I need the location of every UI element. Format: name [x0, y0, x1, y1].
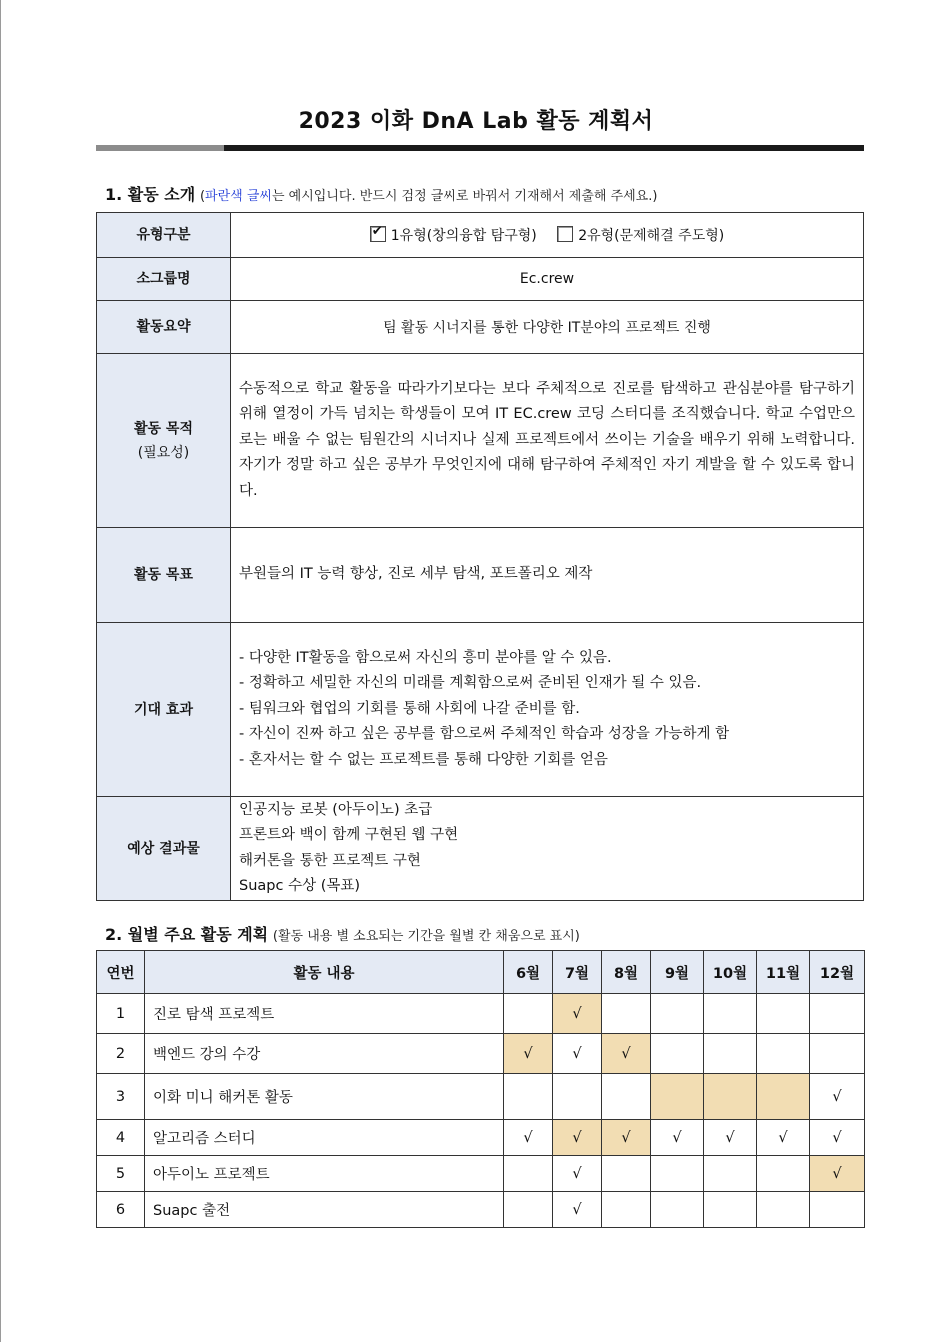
month-cell: √	[602, 1034, 651, 1074]
activity-intro-table	[96, 212, 864, 901]
type-option-1[interactable]	[370, 228, 537, 244]
result-list	[231, 797, 864, 901]
summary-value: 팀 활동 시너지를 통한 다양한 IT분야의 프로젝트 진행	[231, 301, 864, 354]
month-cell: √	[810, 1074, 865, 1120]
col-month: 6월	[504, 951, 553, 994]
month-cell	[651, 1034, 704, 1074]
month-cell: √	[810, 1156, 865, 1192]
activity-name: 이화 미니 해커톤 활동	[145, 1074, 504, 1120]
month-cell: √	[553, 1120, 602, 1156]
table-row	[97, 1120, 865, 1156]
effect-list	[231, 623, 864, 797]
label-purpose-sub: (필요성)	[137, 444, 190, 461]
month-cell	[810, 994, 865, 1034]
month-cell	[602, 994, 651, 1034]
title-rule-black	[224, 145, 864, 151]
row-purpose	[97, 354, 864, 528]
month-cell: √	[504, 1034, 553, 1074]
effect-item: - 자신이 진짜 하고 싶은 공부를 함으로써 주체적인 학습과 성장을 가능하게 함	[239, 726, 730, 743]
row-group	[97, 258, 864, 301]
month-cell	[602, 1074, 651, 1120]
month-cell	[602, 1156, 651, 1192]
result-item: 인공지능 로봇 (아두이노) 초급	[239, 801, 433, 818]
month-cell: √	[602, 1120, 651, 1156]
month-cell	[651, 1156, 704, 1192]
col-activity: 활동 내용	[145, 951, 504, 994]
row-number: 4	[97, 1120, 145, 1156]
month-cell: √	[504, 1120, 553, 1156]
month-cell	[651, 994, 704, 1034]
month-cell	[704, 1034, 757, 1074]
month-cell	[504, 1156, 553, 1192]
type-option-2-label: 2유형(문제해결 주도형)	[578, 228, 725, 244]
row-effect	[97, 623, 864, 797]
label-summary: 활동요약	[97, 301, 231, 354]
row-number: 3	[97, 1074, 145, 1120]
type-option-2[interactable]	[557, 228, 724, 244]
row-number: 2	[97, 1034, 145, 1074]
col-month: 8월	[602, 951, 651, 994]
plan-body	[97, 994, 865, 1228]
month-cell	[704, 1192, 757, 1228]
section2-heading-text: 2. 월별 주요 활동 계획	[105, 925, 269, 944]
result-item: 해커톤을 통한 프로젝트 구현	[239, 852, 421, 869]
result-item: 프론트와 백이 함께 구현된 웹 구현	[239, 827, 459, 843]
purpose-value: 수동적으로 학교 활동을 따라가기보다는 보다 주체적으로 진로를 탐색하고 관심분야를 탐구하기 위해 열정이 가득 넘치는 학생들이 모여 IT EC.crew 코딩 스터디를 조직했습니다. 학교 수업만으로는 배울 수 없는 팀원간의 시너지나 실제 프로젝트에서 쓰이는 기술을 배우기 위해 노력합니다. 자기가 정말 하고 싶은 공부가 무엇인지에 대해 탐구하여 주체적인 자기 계발을 할 수 있도록 합니다.	[231, 354, 864, 528]
col-no: 연번	[97, 951, 145, 994]
table-row	[97, 1156, 865, 1192]
month-cell	[651, 1074, 704, 1120]
month-cell	[810, 1034, 865, 1074]
section1-note	[200, 189, 657, 204]
result-item: Suapc 수상 (목표)	[239, 878, 361, 894]
month-cell	[553, 1074, 602, 1120]
col-month: 7월	[553, 951, 602, 994]
type-options	[231, 213, 864, 258]
label-effect: 기대 효과	[97, 623, 231, 797]
label-type: 유형구분	[97, 213, 231, 258]
checkbox-checked-icon[interactable]	[370, 226, 386, 242]
activity-name: 진로 탐색 프로젝트	[145, 994, 504, 1034]
month-cell: √	[704, 1120, 757, 1156]
row-summary	[97, 301, 864, 354]
checkbox-unchecked-icon[interactable]	[557, 226, 573, 242]
plan-header-row	[97, 951, 865, 994]
activity-name: Suapc 출전	[145, 1192, 504, 1228]
activity-name: 백엔드 강의 수강	[145, 1034, 504, 1074]
section1-note-open: (	[199, 189, 206, 204]
month-cell	[651, 1192, 704, 1228]
label-result: 예상 결과물	[97, 797, 231, 901]
month-cell: √	[553, 1192, 602, 1228]
section1-heading-text: 1. 활동 소개	[105, 185, 196, 204]
row-number: 1	[97, 994, 145, 1034]
type-option-1-label: 1유형(창의융합 탐구형)	[390, 228, 537, 244]
month-cell: √	[553, 1034, 602, 1074]
table-row	[97, 994, 865, 1034]
table-row	[97, 1034, 865, 1074]
section2-note: (활동 내용 별 소요되는 기간을 월별 칸 채움으로 표시)	[272, 929, 580, 944]
col-month: 10월	[704, 951, 757, 994]
row-type	[97, 213, 864, 258]
month-cell: √	[553, 1156, 602, 1192]
activity-name: 알고리즘 스터디	[145, 1120, 504, 1156]
col-month: 9월	[651, 951, 704, 994]
label-purpose-main: 활동 목적	[134, 420, 193, 437]
month-cell	[757, 994, 810, 1034]
activity-name: 아두이노 프로젝트	[145, 1156, 504, 1192]
month-cell	[810, 1192, 865, 1228]
month-cell: √	[757, 1120, 810, 1156]
row-number: 6	[97, 1192, 145, 1228]
page-edge	[0, 0, 1, 1342]
section2-heading	[105, 922, 580, 945]
month-cell: √	[553, 994, 602, 1034]
label-purpose	[97, 354, 231, 528]
month-cell	[504, 994, 553, 1034]
month-cell	[757, 1074, 810, 1120]
month-cell	[757, 1192, 810, 1228]
label-group: 소그룹명	[97, 258, 231, 301]
effect-item: - 다양한 IT활동을 함으로써 자신의 흥미 분야를 알 수 있음.	[239, 649, 612, 666]
month-cell	[704, 1074, 757, 1120]
col-month: 12월	[810, 951, 865, 994]
month-cell	[704, 994, 757, 1034]
effect-item: - 팀워크와 협업의 기회를 통해 사회에 나갈 준비를 함.	[239, 700, 580, 717]
month-cell	[757, 1034, 810, 1074]
section1-note-blue: 파란색 글씨	[205, 189, 272, 204]
group-name: Ec.crew	[231, 258, 864, 301]
label-goal: 활동 목표	[97, 528, 231, 623]
month-cell: √	[810, 1120, 865, 1156]
row-number: 5	[97, 1156, 145, 1192]
month-cell	[504, 1192, 553, 1228]
col-month: 11월	[757, 951, 810, 994]
effect-item: - 정확하고 세밀한 자신의 미래를 계획함으로써 준비된 인재가 될 수 있음.	[239, 675, 702, 692]
table-row	[97, 1074, 865, 1120]
section1-note-rest: 는 예시입니다. 반드시 검정 글씨로 바꿔서 기재해서 제출해 주세요.)	[271, 189, 658, 204]
month-cell: √	[651, 1120, 704, 1156]
row-goal	[97, 528, 864, 623]
monthly-plan-table	[96, 950, 865, 1228]
goal-value: 부원들의 IT 능력 향상, 진로 세부 탐색, 포트폴리오 제작	[231, 528, 864, 623]
table-row	[97, 1192, 865, 1228]
effect-item: - 혼자서는 할 수 없는 프로젝트를 통해 다양한 기회를 얻음	[239, 751, 608, 768]
month-cell	[757, 1156, 810, 1192]
section1-heading	[105, 182, 657, 205]
month-cell	[504, 1074, 553, 1120]
row-result	[97, 797, 864, 901]
document-title: 2023 이화 DnA Lab 활동 계획서	[298, 109, 654, 134]
month-cell	[602, 1192, 651, 1228]
month-cell	[704, 1156, 757, 1192]
title-rule-grey	[96, 145, 224, 151]
title-rule	[96, 145, 864, 151]
